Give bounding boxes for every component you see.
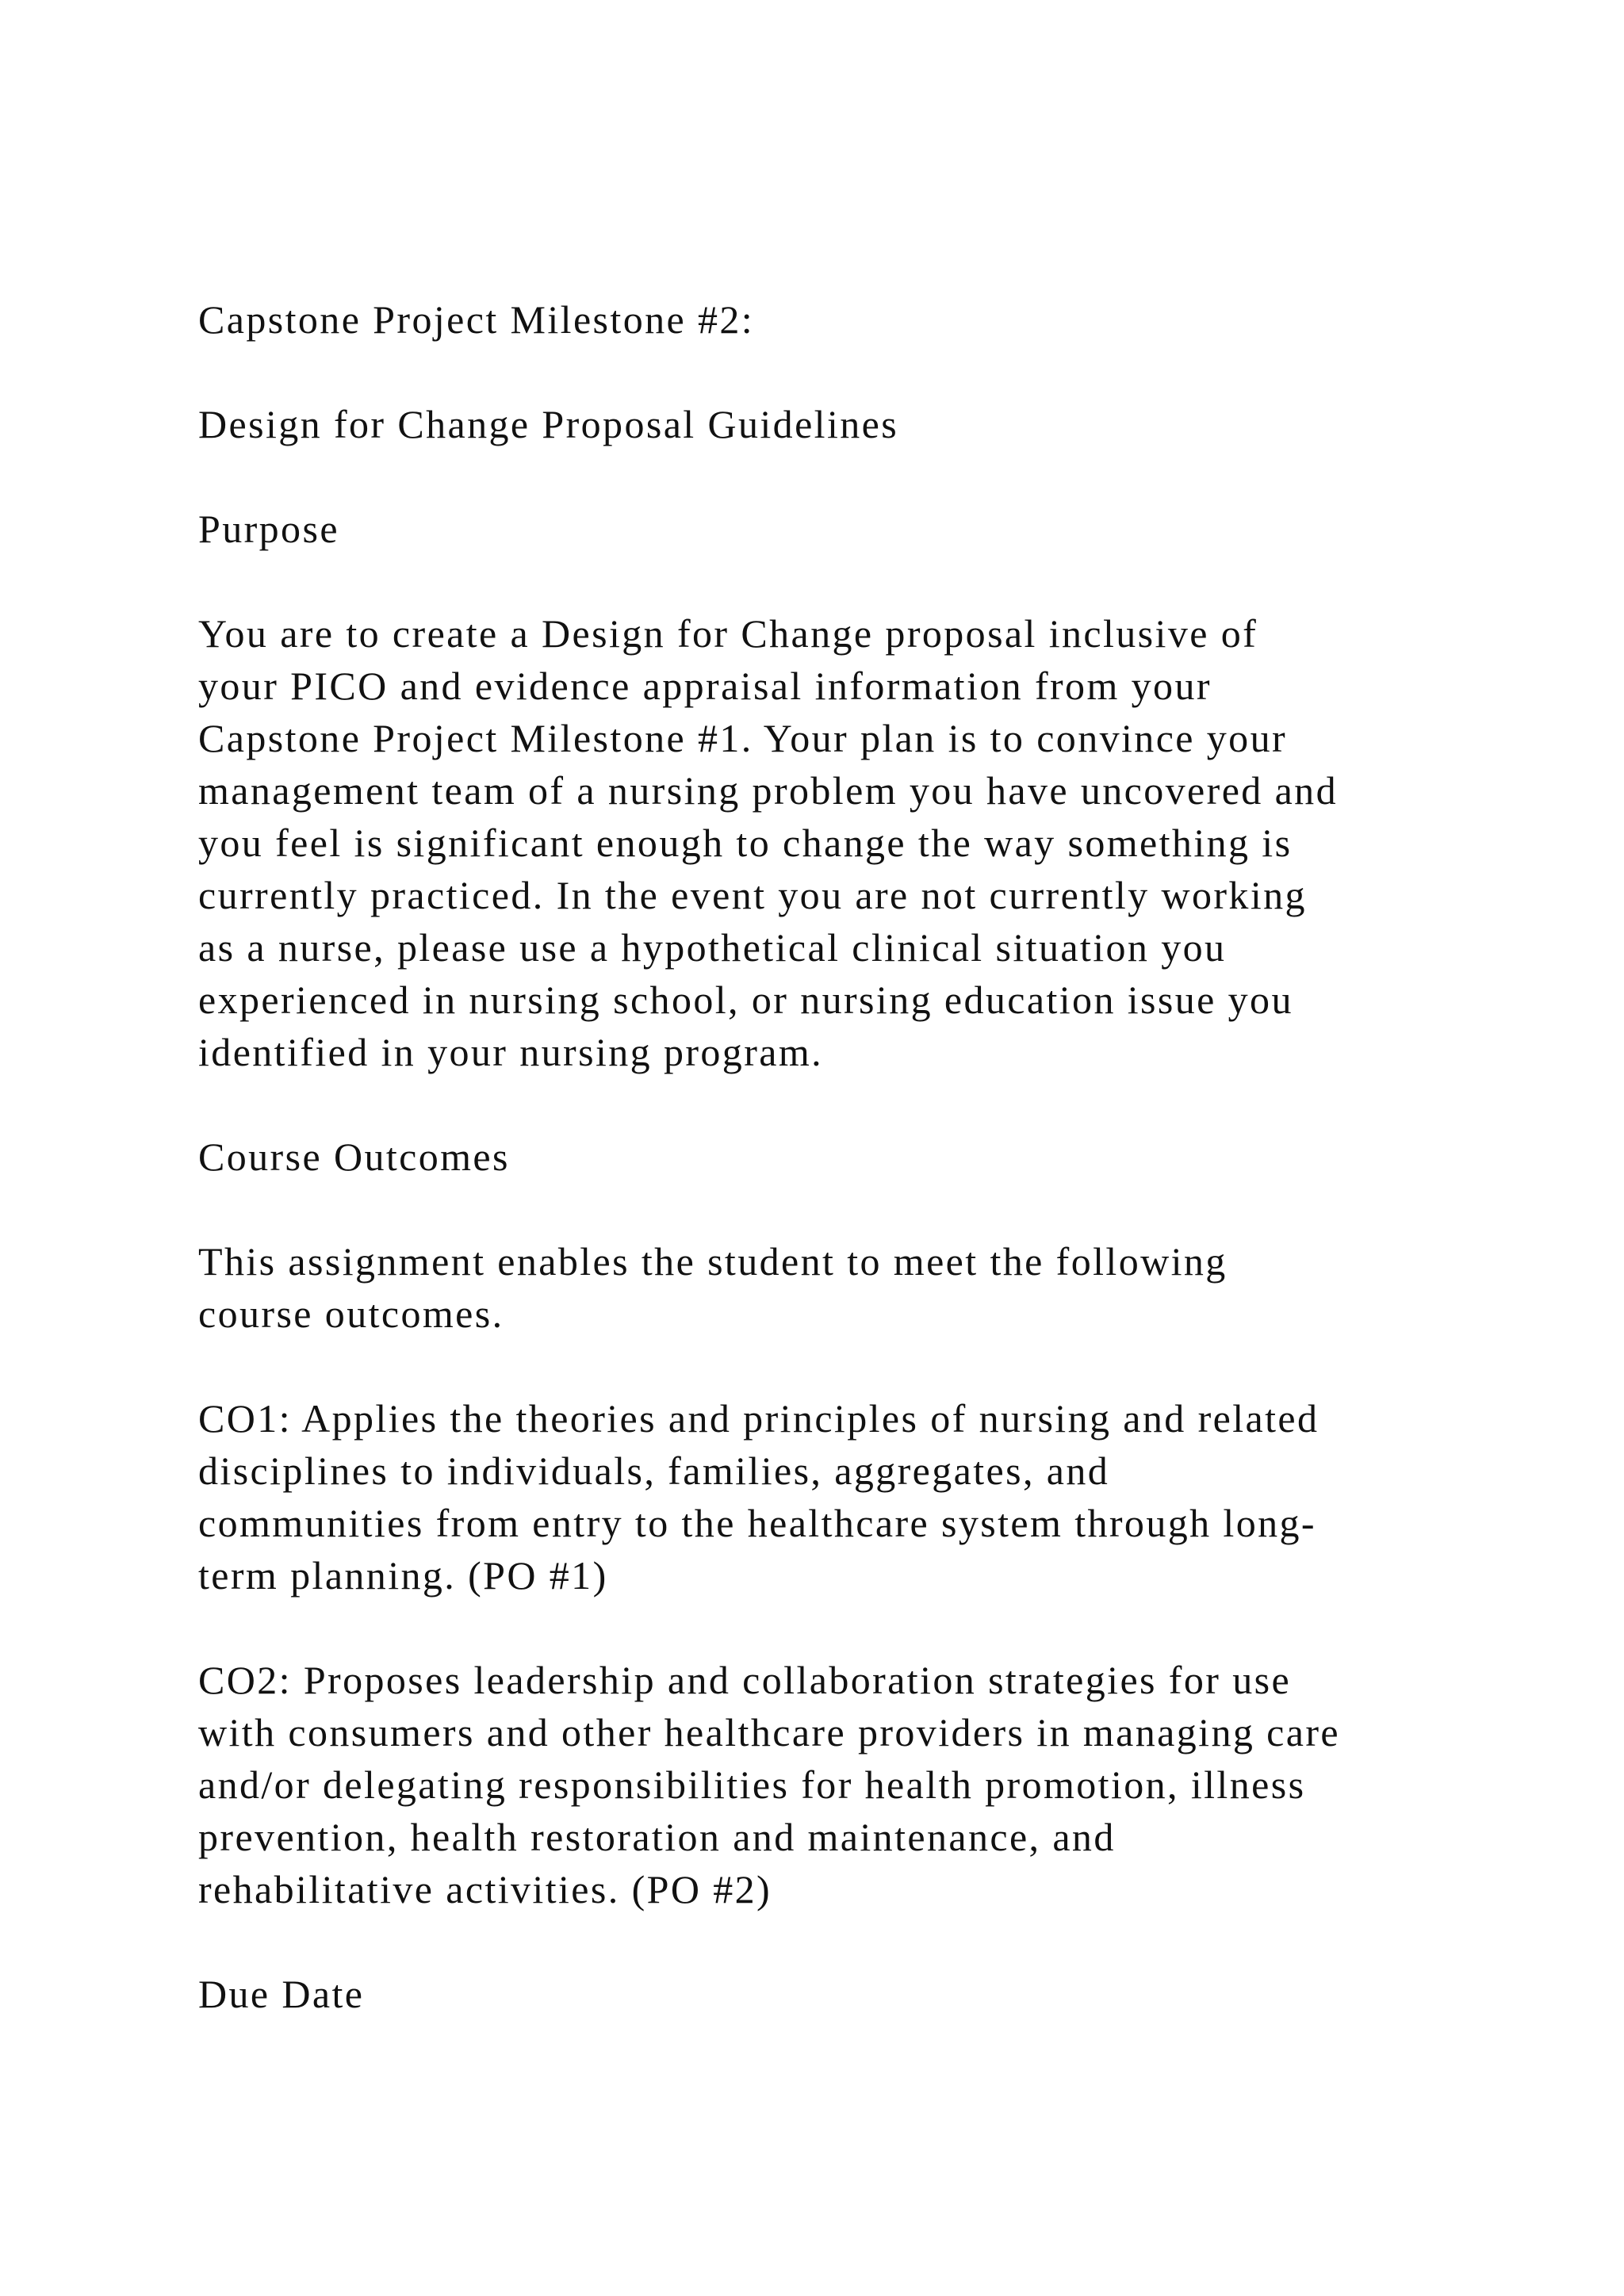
document-title-line-1 xyxy=(198,293,1499,346)
purpose-heading-text: Purpose xyxy=(198,507,339,551)
purpose-line: currently practiced. In the event you are not currently working xyxy=(198,873,1307,917)
purpose-line: as a nurse, please use a hypothetical clinical situation you xyxy=(198,925,1227,970)
document-title-line-2 xyxy=(198,398,1499,450)
outcomes-intro-line: This assignment enables the student to meet the following xyxy=(198,1239,1228,1284)
purpose-line: You are to create a Design for Change proposal inclusive of xyxy=(198,611,1258,656)
co2-line: with consumers and other healthcare providers in managing care xyxy=(198,1710,1340,1755)
co1-line: term planning. (PO #1) xyxy=(198,1553,608,1598)
purpose-paragraph xyxy=(198,607,1499,1078)
subtitle-text: Design for Change Proposal Guidelines xyxy=(198,402,899,446)
outcomes-intro-line: course outcomes. xyxy=(198,1292,504,1336)
co1-paragraph xyxy=(198,1392,1499,1601)
co2-line: rehabilitative activities. (PO #2) xyxy=(198,1867,772,1911)
co2-line: prevention, health restoration and maintenance, and xyxy=(198,1815,1116,1859)
purpose-line: identified in your nursing program. xyxy=(198,1030,824,1074)
purpose-line: Capstone Project Milestone #1. Your plan is to convince your xyxy=(198,716,1288,760)
due-date-heading-text: Due Date xyxy=(198,1972,365,2016)
co1-line: CO1: Applies the theories and principles of nursing and related xyxy=(198,1396,1320,1441)
title-text: Capstone Project Milestone #2: xyxy=(198,297,755,342)
purpose-line: you feel is significant enough to change the way something is xyxy=(198,821,1293,865)
co1-line: disciplines to individuals, families, aggregates, and xyxy=(198,1448,1110,1493)
purpose-line: management team of a nursing problem you have uncovered and xyxy=(198,768,1338,813)
purpose-line: your PICO and evidence appraisal information from your xyxy=(198,664,1212,708)
course-outcomes-heading-text: Course Outcomes xyxy=(198,1135,510,1179)
purpose-line: experienced in nursing school, or nursing education issue you xyxy=(198,978,1293,1022)
course-outcomes-heading xyxy=(198,1131,1499,1183)
co2-paragraph xyxy=(198,1654,1499,1915)
co1-line: communities from entry to the healthcare system through long- xyxy=(198,1501,1316,1545)
co2-line: and/or delegating responsibilities for health promotion, illness xyxy=(198,1762,1306,1807)
outcomes-intro-paragraph xyxy=(198,1235,1499,1340)
purpose-heading xyxy=(198,503,1499,555)
due-date-heading xyxy=(198,1968,1499,2020)
document-body xyxy=(198,293,1499,2072)
co2-line: CO2: Proposes leadership and collaboration strategies for use xyxy=(198,1658,1292,1702)
